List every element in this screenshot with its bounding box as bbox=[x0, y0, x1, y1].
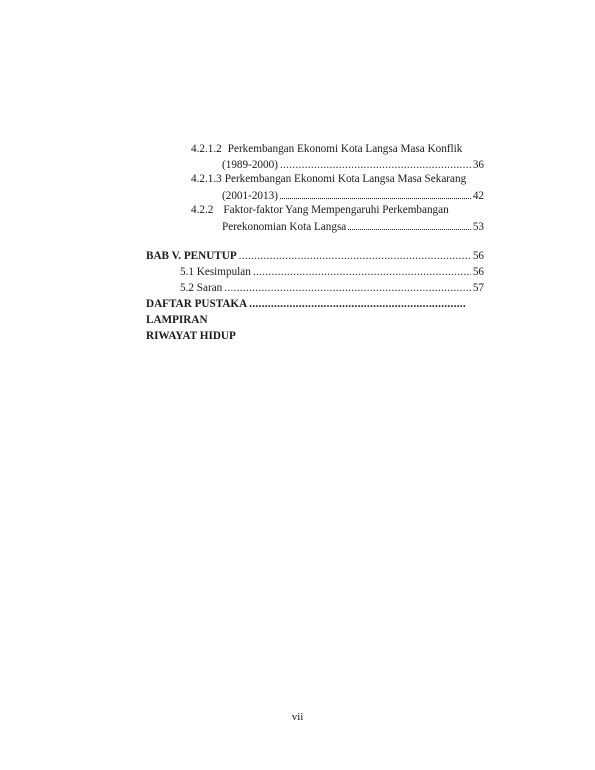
toc-chapter-title: BAB V. PENUTUP bbox=[146, 250, 237, 262]
toc-entry-title: 5.1 Kesimpulan bbox=[180, 266, 251, 278]
toc-entry-title-cont: Perekonomian Kota Langsa bbox=[222, 221, 347, 233]
toc-entry-title: 5.2 Saran bbox=[180, 282, 223, 294]
toc-entry-title: Perkembangan Ekonomi Kota Langsa Masa Konflik bbox=[227, 143, 463, 155]
toc-page-number: 53 bbox=[472, 221, 484, 233]
toc-page-number: 42 bbox=[472, 190, 484, 202]
toc-chapter-title: DAFTAR PUSTAKA bbox=[146, 298, 248, 310]
leader-dots bbox=[280, 158, 471, 172]
leader-dots bbox=[348, 219, 471, 230]
leader-dots bbox=[249, 297, 466, 311]
toc-entry-daftar-pustaka bbox=[146, 297, 468, 311]
leader-dots bbox=[224, 281, 471, 295]
toc-entry-5-1 bbox=[180, 265, 484, 279]
toc-chapter-title: LAMPIRAN bbox=[146, 314, 208, 326]
leader-dots bbox=[239, 249, 471, 263]
toc-entry-riwayat-hidup bbox=[146, 329, 236, 343]
toc-entry-bab-v bbox=[146, 249, 484, 263]
toc-entry-title: Faktor-faktor Yang Mempengaruhi Perkembangan bbox=[223, 204, 449, 216]
toc-page-number: 56 bbox=[472, 266, 484, 278]
toc-entry-title-cont: (1989-2000) bbox=[222, 159, 278, 171]
toc-entry-4-2-2-cont bbox=[222, 219, 484, 234]
toc-chapter-title: RIWAYAT HIDUP bbox=[146, 330, 236, 342]
toc-entry-title: Perkembangan Ekonomi Kota Langsa Masa Sekarang bbox=[224, 173, 467, 185]
toc-entry-number: 4.2.2 bbox=[191, 204, 214, 216]
leader-dots bbox=[253, 265, 471, 279]
toc-page-number: 56 bbox=[472, 250, 484, 262]
toc-entry-4-2-1-2 bbox=[191, 142, 462, 156]
toc-page-number: 57 bbox=[472, 282, 484, 294]
toc-entry-4-2-1-2-cont bbox=[222, 158, 484, 172]
toc-entry-4-2-1-3-cont bbox=[222, 188, 484, 203]
toc-page-number: 36 bbox=[472, 159, 484, 171]
toc-entry-4-2-1-3 bbox=[191, 172, 466, 186]
toc-entry-number: 4.2.1.3 bbox=[191, 173, 222, 185]
toc-entry-title-cont: (2001-2013) bbox=[222, 190, 278, 202]
toc-entry-number: 4.2.1.2 bbox=[191, 143, 222, 155]
page-number: vii bbox=[291, 711, 304, 723]
toc-entry-5-2 bbox=[180, 281, 484, 295]
toc-entry-lampiran bbox=[146, 313, 208, 327]
toc-entry-4-2-2 bbox=[191, 203, 449, 217]
leader-dots bbox=[280, 188, 471, 199]
